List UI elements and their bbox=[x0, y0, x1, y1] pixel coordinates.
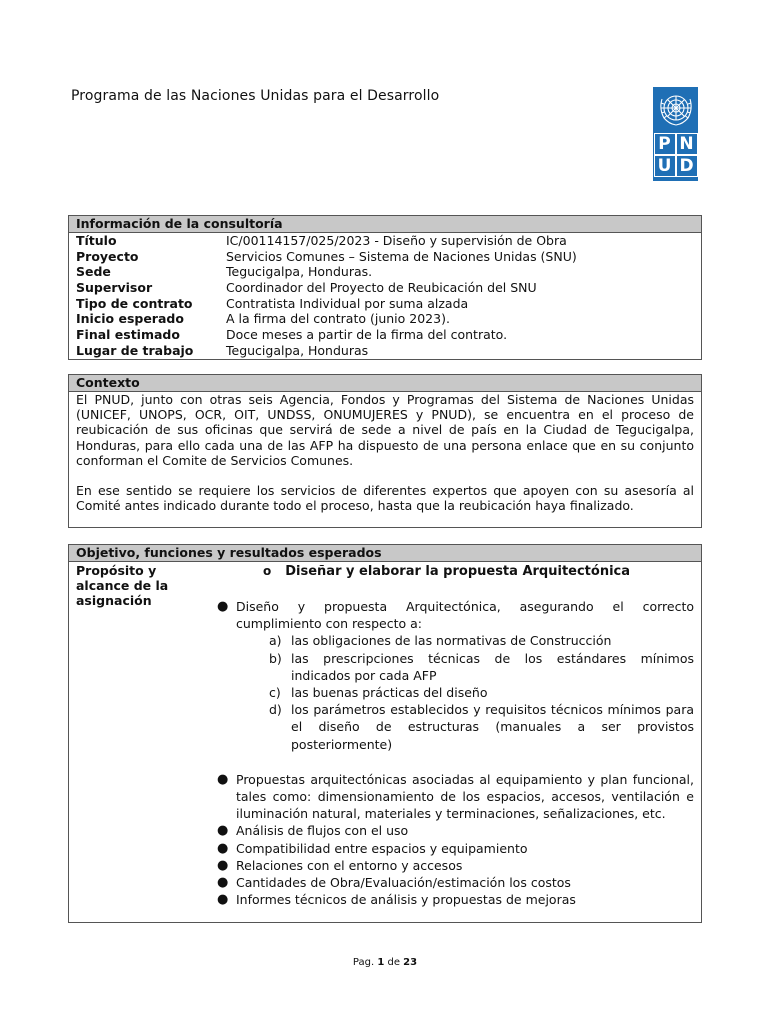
table-row bbox=[69, 311, 701, 327]
list-item: ● Informes técnicos de análisis y propuestas de mejoras bbox=[219, 891, 694, 908]
row-label: Final estimado bbox=[76, 327, 180, 343]
row-value: Tegucigalpa, Honduras. bbox=[226, 264, 373, 280]
logo-letter: U bbox=[655, 156, 675, 176]
consultancy-info-table bbox=[68, 215, 702, 360]
list-item: ● Propuestas arquitectónicas asociadas al equipamiento y plan funcional, tales como: dimensionamiento de los espacios, accesos, ventilación e iluminación natural, materiales y terminaciones, señalizaciones, etc. bbox=[219, 771, 694, 823]
row-value: Tegucigalpa, Honduras bbox=[226, 342, 369, 358]
deliverables-list bbox=[219, 771, 694, 909]
logo-letter: D bbox=[677, 156, 697, 176]
row-value: Doce meses a partir de la firma del contrato. bbox=[226, 327, 508, 343]
scope-list bbox=[219, 598, 694, 632]
section-heading: Contexto bbox=[69, 375, 701, 392]
list-item: ● Diseño y propuesta Arquitectónica, asegurando el correcto cumplimiento con respecto a: bbox=[219, 598, 694, 632]
organization-name: Programa de las Naciones Unidas para el Desarrollo bbox=[71, 88, 440, 104]
list-item: ● Relaciones con el entorno y accesos bbox=[219, 857, 694, 874]
row-value: A la firma del contrato (junio 2023). bbox=[226, 311, 450, 327]
logo-letter: P bbox=[655, 134, 675, 154]
row-label: Tipo de contrato bbox=[76, 295, 193, 311]
list-item: ● Análisis de flujos con el uso bbox=[219, 822, 694, 839]
objective-section bbox=[68, 544, 702, 923]
sublist-item: d) los parámetros establecidos y requisitos técnicos mínimos para el diseño de estructuras (manuales a ser provistos posteriormente) bbox=[269, 702, 694, 752]
row-value: Servicios Comunes – Sistema de Naciones Unidas (SNU) bbox=[226, 248, 577, 264]
logo-letters bbox=[655, 134, 697, 176]
objective-title-text: Diseñar y elaborar la propuesta Arquitectónica bbox=[285, 564, 631, 579]
sublist-item: c) las buenas prácticas del diseño bbox=[269, 685, 488, 701]
page-number: Pag. 1 de 23 bbox=[352, 957, 418, 968]
context-paragraph: El PNUD, junto con otras seis Agencia, Fondos y Programas del Sistema de Naciones Unidas (UNICEF, UNOPS, OCR, OIT, UNDSS, ONUMUJERES y PNUD), se encuentra en el proceso de reubicación de sus oficinas que servirá de sede a nivel de país en la Ciudad de Tegucigalpa, Honduras, para ello cada una de las AFP ha dispuesto de una persona enlace que en su conjunto conforman el Comite de Servicios Comunes. bbox=[76, 392, 694, 468]
sublist-item: a) las obligaciones de las normativas de Construcción bbox=[269, 633, 612, 649]
compliance-sublist bbox=[219, 632, 694, 752]
context-body bbox=[69, 392, 701, 527]
row-label: Proyecto bbox=[76, 248, 139, 264]
table-row bbox=[69, 280, 701, 296]
table-row bbox=[69, 343, 701, 359]
row-label: Lugar de trabajo bbox=[76, 342, 194, 358]
row-label: Inicio esperado bbox=[76, 311, 184, 327]
table-row bbox=[69, 233, 701, 249]
sublist-item: b) las prescripciones técnicas de los estándares mínimos indicados por cada AFP bbox=[269, 650, 694, 683]
table-row bbox=[69, 327, 701, 343]
list-item: ● Compatibilidad entre espacios y equipamiento bbox=[219, 840, 694, 857]
table-row bbox=[69, 296, 701, 312]
section-heading: Objetivo, funciones y resultados esperados bbox=[69, 545, 701, 562]
undp-logo bbox=[653, 87, 698, 181]
title-marker: o bbox=[263, 564, 272, 578]
list-item: ● Cantidades de Obra/Evaluación/estimación los costos bbox=[219, 874, 694, 891]
row-value: Contratista Individual por suma alzada bbox=[226, 295, 469, 311]
un-emblem-icon bbox=[656, 87, 696, 131]
purpose-label: Propósito y alcance de la asignación bbox=[76, 563, 169, 608]
logo-letter: N bbox=[677, 134, 697, 154]
row-label: Sede bbox=[76, 264, 111, 280]
context-paragraph: En ese sentido se requiere los servicios de diferentes expertos que apoyen con su asesoría al Comité antes indicado durante todo el proceso, hasta que la reubicación haya finalizado. bbox=[76, 483, 694, 514]
row-label: Supervisor bbox=[76, 280, 153, 296]
row-value: Coordinador del Proyecto de Reubicación del SNU bbox=[226, 280, 537, 296]
objective-title bbox=[263, 563, 694, 580]
row-value: IC/00114157/025/2023 - Diseño y supervisión de Obra bbox=[226, 233, 567, 248]
section-heading: Información de la consultoría bbox=[69, 216, 701, 233]
table-row bbox=[69, 264, 701, 280]
row-label: Título bbox=[76, 233, 117, 248]
table-row bbox=[69, 249, 701, 265]
context-section bbox=[68, 374, 702, 528]
